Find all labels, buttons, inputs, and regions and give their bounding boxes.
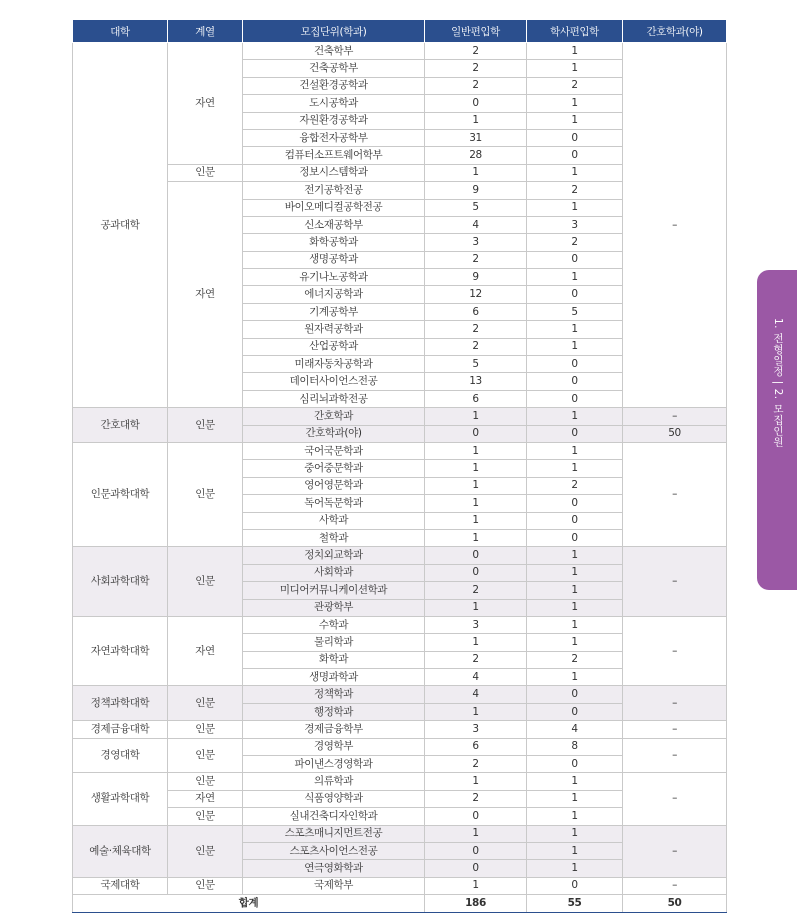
- unit-cell: 화학과: [243, 651, 425, 668]
- bachelor-count-cell: 1: [527, 582, 623, 599]
- bachelor-count-cell: 1: [527, 773, 623, 790]
- general-count-cell: 0: [425, 860, 527, 877]
- unit-cell: 산업공학과: [243, 338, 425, 355]
- general-count-cell: 0: [425, 547, 527, 564]
- table-row: [73, 547, 727, 564]
- unit-cell: 중어중문학과: [243, 460, 425, 477]
- general-count-cell: 28: [425, 147, 527, 164]
- bachelor-count-cell: 4: [527, 721, 623, 738]
- bachelor-count-cell: 1: [527, 338, 623, 355]
- table-row: [73, 738, 727, 755]
- table-row: [73, 442, 727, 459]
- unit-cell: 의류학과: [243, 773, 425, 790]
- unit-cell: 생명공학과: [243, 251, 425, 268]
- bachelor-count-cell: 1: [527, 95, 623, 112]
- nursing-count-cell: –: [623, 43, 727, 408]
- bachelor-count-cell: 2: [527, 234, 623, 251]
- general-count-cell: 2: [425, 77, 527, 94]
- general-count-cell: 3: [425, 721, 527, 738]
- bachelor-count-cell: 0: [527, 495, 623, 512]
- bachelor-count-cell: 1: [527, 547, 623, 564]
- unit-cell: 유기나노공학과: [243, 269, 425, 286]
- table-body: [73, 43, 727, 913]
- college-cell: 정책과학대학: [73, 686, 168, 721]
- header-nursing: 간호학과(야): [623, 20, 727, 43]
- general-count-cell: 12: [425, 286, 527, 303]
- bachelor-count-cell: 1: [527, 564, 623, 581]
- unit-cell: 화학공학과: [243, 234, 425, 251]
- bachelor-count-cell: 1: [527, 112, 623, 129]
- unit-cell: 실내건축디자인학과: [243, 808, 425, 825]
- field-cell: 인문: [168, 825, 243, 877]
- bachelor-count-cell: 1: [527, 860, 623, 877]
- bachelor-count-cell: 1: [527, 442, 623, 459]
- bachelor-count-cell: 1: [527, 460, 623, 477]
- field-cell: 자연: [168, 790, 243, 807]
- unit-cell: 건설환경공학과: [243, 77, 425, 94]
- bachelor-count-cell: 0: [527, 877, 623, 894]
- header-general: 일반편입학: [425, 20, 527, 43]
- field-cell: 인문: [168, 547, 243, 617]
- bachelor-count-cell: 1: [527, 825, 623, 842]
- unit-cell: 경영학부: [243, 738, 425, 755]
- general-count-cell: 3: [425, 616, 527, 633]
- general-count-cell: 2: [425, 651, 527, 668]
- field-cell: 인문: [168, 877, 243, 894]
- table-header-row: [73, 20, 727, 43]
- table-row: [73, 721, 727, 738]
- general-count-cell: 1: [425, 703, 527, 720]
- side-tab-label: 1. 전형일정 | 2. 모집인원: [772, 318, 784, 448]
- total-nursing: 50: [623, 895, 727, 913]
- general-count-cell: 0: [425, 95, 527, 112]
- field-cell: 인문: [168, 164, 243, 181]
- unit-cell: 건축학부: [243, 43, 425, 60]
- general-count-cell: 9: [425, 269, 527, 286]
- field-cell: 인문: [168, 808, 243, 825]
- general-count-cell: 1: [425, 773, 527, 790]
- bachelor-count-cell: 8: [527, 738, 623, 755]
- general-count-cell: 1: [425, 599, 527, 616]
- bachelor-count-cell: 1: [527, 790, 623, 807]
- college-cell: 생활과학대학: [73, 773, 168, 825]
- general-count-cell: 1: [425, 164, 527, 181]
- nursing-count-cell: –: [623, 686, 727, 721]
- college-cell: 경영대학: [73, 738, 168, 773]
- general-count-cell: 2: [425, 60, 527, 77]
- bachelor-count-cell: 1: [527, 43, 623, 60]
- bachelor-count-cell: 1: [527, 164, 623, 181]
- nursing-count-cell: –: [623, 442, 727, 546]
- nursing-count-cell: –: [623, 547, 727, 617]
- field-cell: 인문: [168, 442, 243, 546]
- bachelor-count-cell: 0: [527, 756, 623, 773]
- unit-cell: 간호학과: [243, 408, 425, 425]
- college-cell: 공과대학: [73, 43, 168, 408]
- unit-cell: 국제학부: [243, 877, 425, 894]
- field-cell: 자연: [168, 616, 243, 686]
- bachelor-count-cell: 5: [527, 303, 623, 320]
- unit-cell: 정보시스템학과: [243, 164, 425, 181]
- general-count-cell: 1: [425, 512, 527, 529]
- general-count-cell: 3: [425, 234, 527, 251]
- unit-cell: 미디어커뮤니케이션학과: [243, 582, 425, 599]
- college-cell: 경제금융대학: [73, 721, 168, 738]
- general-count-cell: 1: [425, 477, 527, 494]
- general-count-cell: 1: [425, 825, 527, 842]
- general-count-cell: 0: [425, 425, 527, 442]
- general-count-cell: 1: [425, 495, 527, 512]
- general-count-cell: 6: [425, 303, 527, 320]
- general-count-cell: 1: [425, 634, 527, 651]
- general-count-cell: 2: [425, 338, 527, 355]
- bachelor-count-cell: 1: [527, 616, 623, 633]
- general-count-cell: 1: [425, 529, 527, 546]
- header-field: 계열: [168, 20, 243, 43]
- unit-cell: 자원환경공학과: [243, 112, 425, 129]
- field-cell: 자연: [168, 182, 243, 408]
- unit-cell: 행정학과: [243, 703, 425, 720]
- unit-cell: 미래자동차공학과: [243, 356, 425, 373]
- general-count-cell: 5: [425, 199, 527, 216]
- unit-cell: 정치외교학과: [243, 547, 425, 564]
- general-count-cell: 31: [425, 129, 527, 146]
- bachelor-count-cell: 1: [527, 808, 623, 825]
- table-row: [73, 773, 727, 790]
- unit-cell: 관광학부: [243, 599, 425, 616]
- unit-cell: 스포츠매니지먼트전공: [243, 825, 425, 842]
- total-bachelor: 55: [527, 895, 623, 913]
- unit-cell: 사회학과: [243, 564, 425, 581]
- general-count-cell: 9: [425, 182, 527, 199]
- bachelor-count-cell: 2: [527, 182, 623, 199]
- unit-cell: 생명과학과: [243, 669, 425, 686]
- unit-cell: 파이낸스경영학과: [243, 756, 425, 773]
- unit-cell: 연극영화학과: [243, 860, 425, 877]
- college-cell: 자연과학대학: [73, 616, 168, 686]
- unit-cell: 바이오메디컬공학전공: [243, 199, 425, 216]
- general-count-cell: 0: [425, 842, 527, 859]
- field-cell: 인문: [168, 721, 243, 738]
- general-count-cell: 1: [425, 460, 527, 477]
- bachelor-count-cell: 1: [527, 60, 623, 77]
- table-row: [73, 616, 727, 633]
- college-cell: 인문과학대학: [73, 442, 168, 546]
- table-row: [73, 43, 727, 60]
- nursing-count-cell: –: [623, 877, 727, 894]
- general-count-cell: 6: [425, 738, 527, 755]
- nursing-count-cell: –: [623, 721, 727, 738]
- bachelor-count-cell: 0: [527, 286, 623, 303]
- unit-cell: 신소재공학부: [243, 216, 425, 233]
- bachelor-count-cell: 1: [527, 321, 623, 338]
- unit-cell: 건축공학부: [243, 60, 425, 77]
- general-count-cell: 0: [425, 808, 527, 825]
- unit-cell: 도시공학과: [243, 95, 425, 112]
- bachelor-count-cell: 0: [527, 390, 623, 407]
- header-bachelor: 학사편입학: [527, 20, 623, 43]
- bachelor-count-cell: 3: [527, 216, 623, 233]
- bachelor-count-cell: 0: [527, 147, 623, 164]
- bachelor-count-cell: 2: [527, 477, 623, 494]
- unit-cell: 경제금융학부: [243, 721, 425, 738]
- general-count-cell: 5: [425, 356, 527, 373]
- unit-cell: 에너지공학과: [243, 286, 425, 303]
- bachelor-count-cell: 1: [527, 634, 623, 651]
- unit-cell: 기계공학부: [243, 303, 425, 320]
- general-count-cell: 4: [425, 216, 527, 233]
- bachelor-count-cell: 1: [527, 599, 623, 616]
- bachelor-count-cell: 0: [527, 703, 623, 720]
- unit-cell: 독어독문학과: [243, 495, 425, 512]
- bachelor-count-cell: 2: [527, 77, 623, 94]
- bachelor-count-cell: 2: [527, 651, 623, 668]
- unit-cell: 데이터사이언스전공: [243, 373, 425, 390]
- nursing-count-cell: –: [623, 738, 727, 773]
- nursing-count-cell: –: [623, 408, 727, 425]
- field-cell: 인문: [168, 408, 243, 443]
- general-count-cell: 2: [425, 756, 527, 773]
- college-cell: 사회과학대학: [73, 547, 168, 617]
- bachelor-count-cell: 0: [527, 356, 623, 373]
- total-general: 186: [425, 895, 527, 913]
- nursing-count-cell: 50: [623, 425, 727, 442]
- general-count-cell: 0: [425, 564, 527, 581]
- unit-cell: 식품영양학과: [243, 790, 425, 807]
- nursing-count-cell: –: [623, 773, 727, 825]
- college-cell: 국제대학: [73, 877, 168, 894]
- field-cell: 인문: [168, 686, 243, 721]
- unit-cell: 정책학과: [243, 686, 425, 703]
- general-count-cell: 1: [425, 112, 527, 129]
- unit-cell: 물리학과: [243, 634, 425, 651]
- admission-table: [72, 19, 727, 913]
- general-count-cell: 1: [425, 442, 527, 459]
- unit-cell: 컴퓨터소프트웨어학부: [243, 147, 425, 164]
- field-cell: 인문: [168, 738, 243, 773]
- nursing-count-cell: –: [623, 825, 727, 877]
- general-count-cell: 6: [425, 390, 527, 407]
- bachelor-count-cell: 0: [527, 686, 623, 703]
- table-row: [73, 825, 727, 842]
- general-count-cell: 2: [425, 321, 527, 338]
- college-cell: 예술·체육대학: [73, 825, 168, 877]
- table-row: [73, 686, 727, 703]
- general-count-cell: 2: [425, 43, 527, 60]
- bachelor-count-cell: 1: [527, 408, 623, 425]
- unit-cell: 융합전자공학부: [243, 129, 425, 146]
- unit-cell: 철학과: [243, 529, 425, 546]
- unit-cell: 사학과: [243, 512, 425, 529]
- general-count-cell: 2: [425, 251, 527, 268]
- nursing-count-cell: –: [623, 616, 727, 686]
- general-count-cell: 4: [425, 669, 527, 686]
- header-college: 대학: [73, 20, 168, 43]
- bachelor-count-cell: 1: [527, 842, 623, 859]
- header-unit: 모집단위(학과): [243, 20, 425, 43]
- unit-cell: 전기공학전공: [243, 182, 425, 199]
- bachelor-count-cell: 0: [527, 373, 623, 390]
- unit-cell: 스포츠사이언스전공: [243, 842, 425, 859]
- unit-cell: 심리뇌과학전공: [243, 390, 425, 407]
- college-cell: 간호대학: [73, 408, 168, 443]
- field-cell: 인문: [168, 773, 243, 790]
- total-row: [73, 895, 727, 913]
- general-count-cell: 1: [425, 877, 527, 894]
- bachelor-count-cell: 1: [527, 199, 623, 216]
- bachelor-count-cell: 1: [527, 269, 623, 286]
- bachelor-count-cell: 0: [527, 251, 623, 268]
- bachelor-count-cell: 0: [527, 512, 623, 529]
- bachelor-count-cell: 1: [527, 669, 623, 686]
- section-side-tab[interactable]: [757, 270, 797, 590]
- unit-cell: 수학과: [243, 616, 425, 633]
- table-row: [73, 877, 727, 894]
- bachelor-count-cell: 0: [527, 529, 623, 546]
- general-count-cell: 4: [425, 686, 527, 703]
- unit-cell: 원자력공학과: [243, 321, 425, 338]
- general-count-cell: 1: [425, 408, 527, 425]
- table-row: [73, 408, 727, 425]
- unit-cell: 간호학과(야): [243, 425, 425, 442]
- unit-cell: 국어국문학과: [243, 442, 425, 459]
- bachelor-count-cell: 0: [527, 425, 623, 442]
- bachelor-count-cell: 0: [527, 129, 623, 146]
- general-count-cell: 2: [425, 582, 527, 599]
- general-count-cell: 2: [425, 790, 527, 807]
- general-count-cell: 13: [425, 373, 527, 390]
- field-cell: 자연: [168, 43, 243, 165]
- total-label: 합계: [73, 895, 425, 913]
- unit-cell: 영어영문학과: [243, 477, 425, 494]
